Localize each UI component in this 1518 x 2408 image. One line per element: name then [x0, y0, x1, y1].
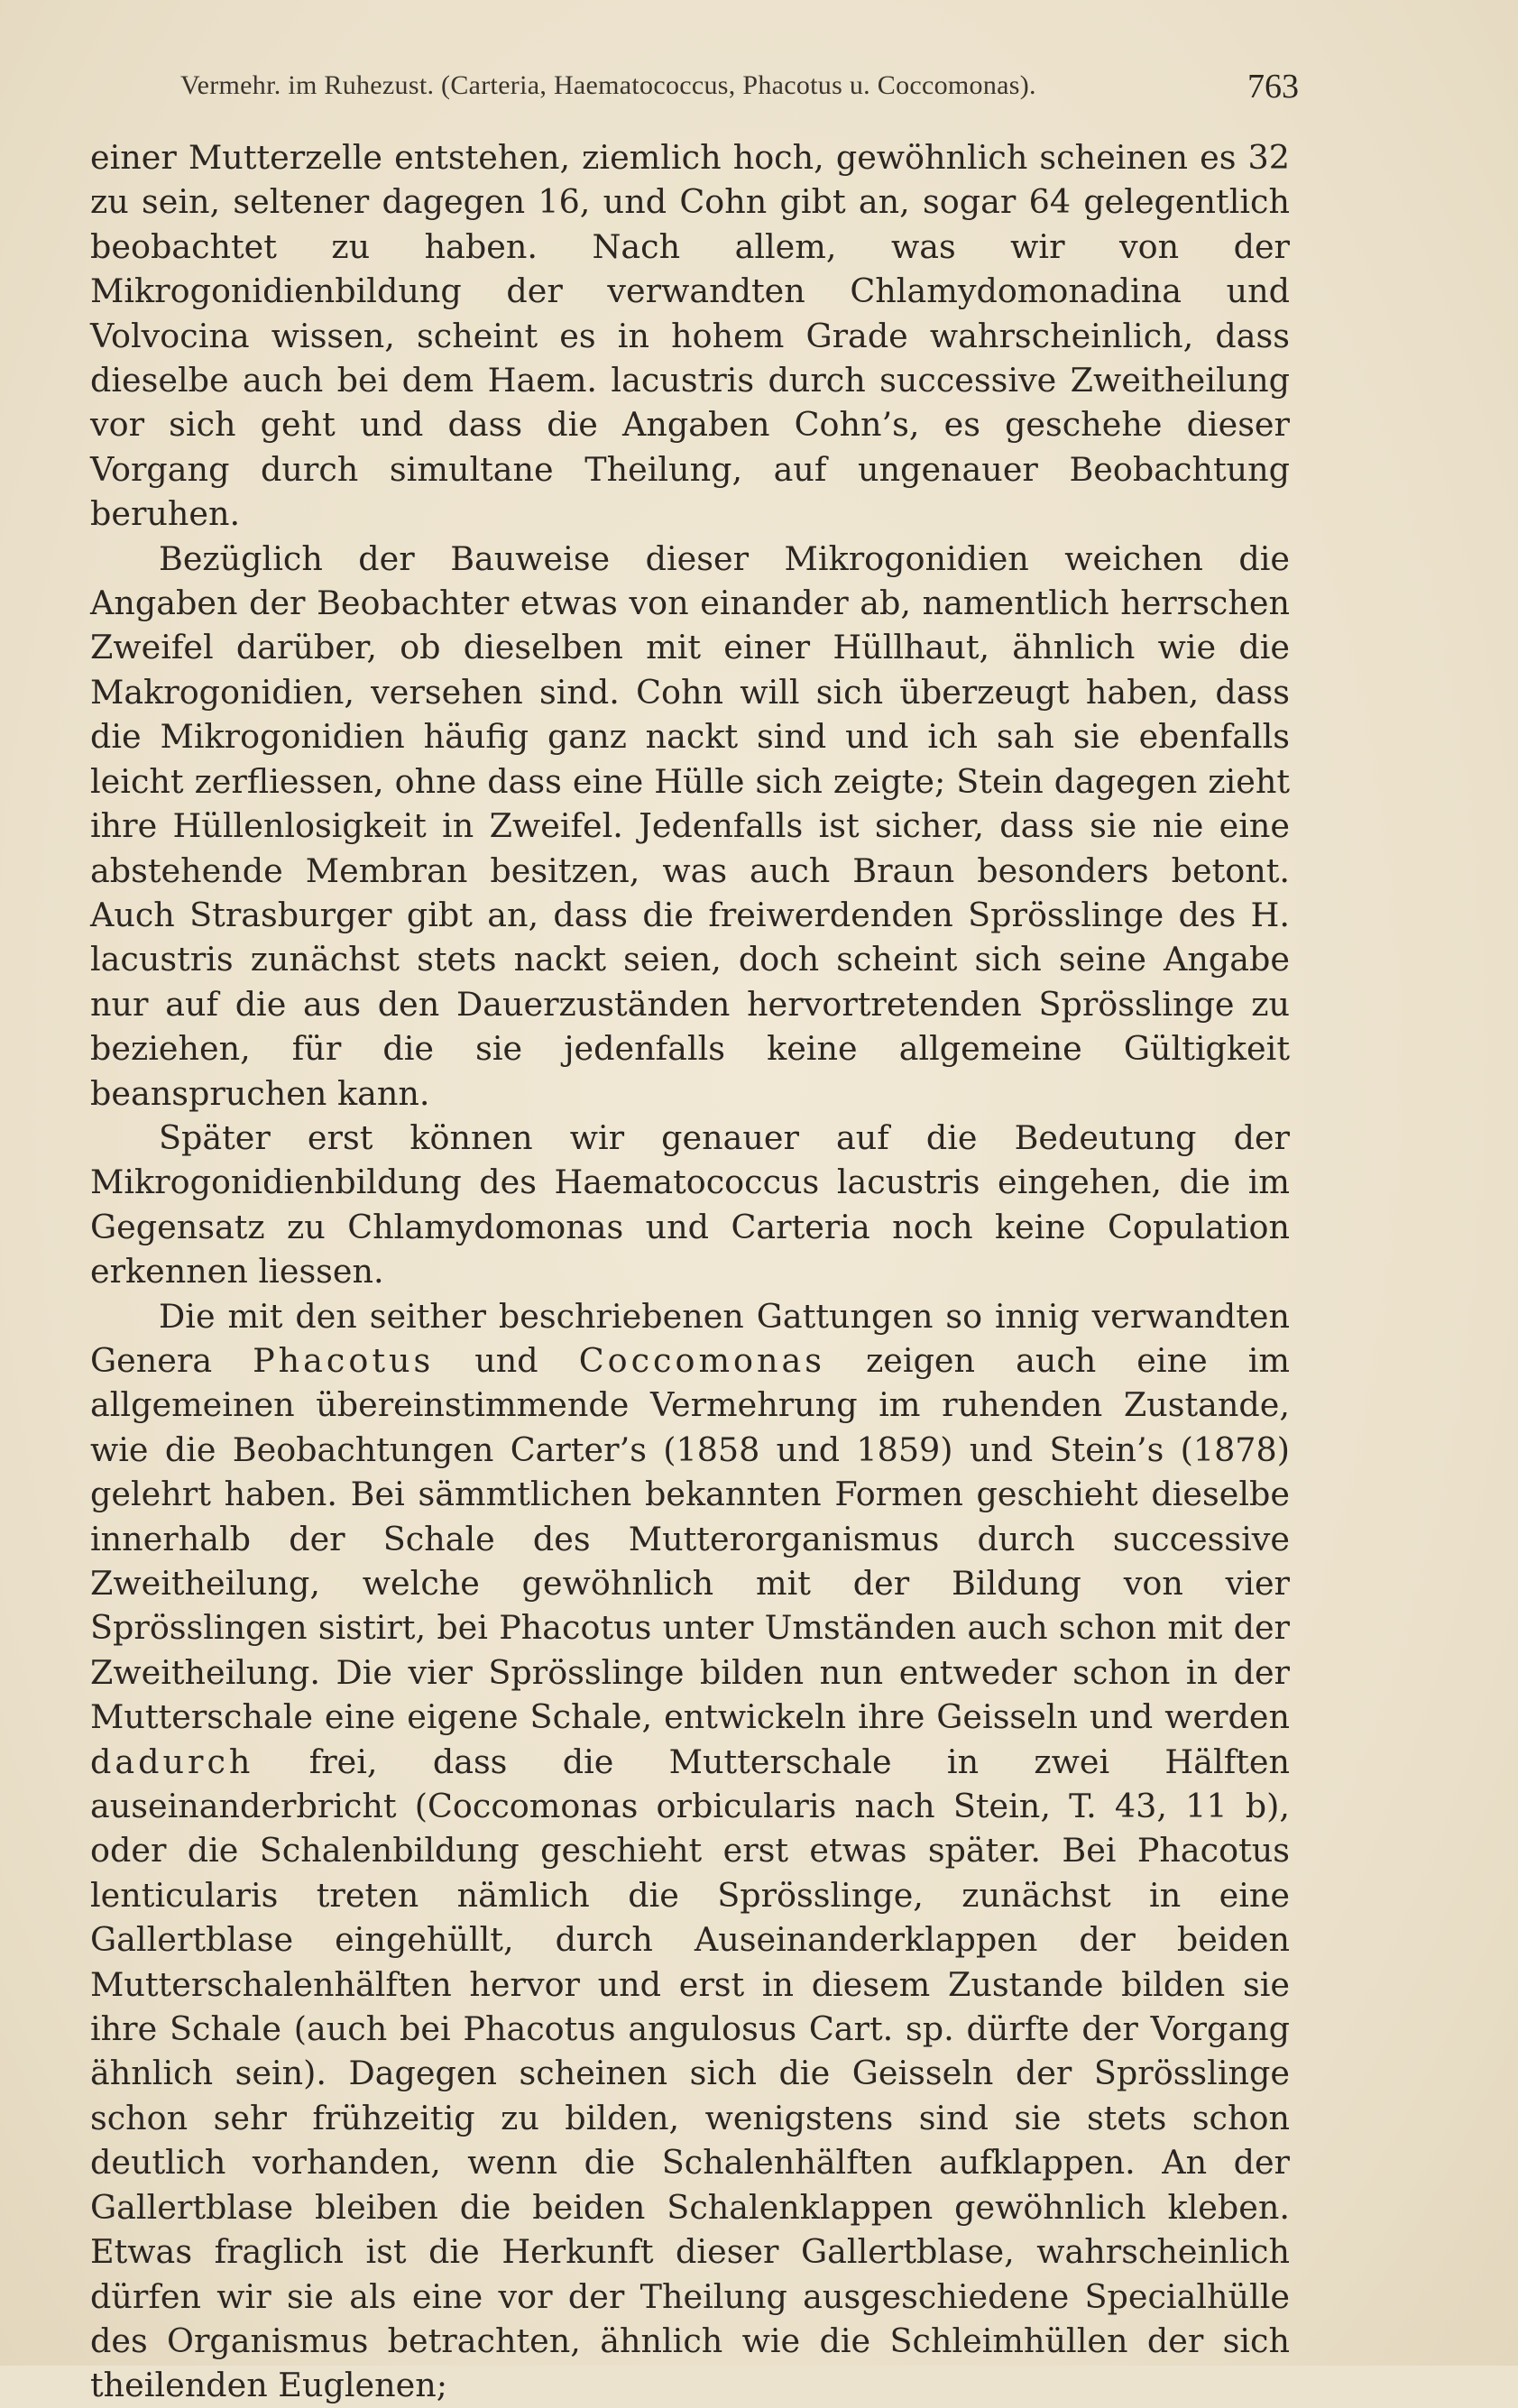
paragraph-bedeutung: Später erst können wir genauer auf die Bedeutung der Mikrogonidienbildung des Haematococcus lacustris eingehen, die im Gegensatz zu Chlamydomonas und Carteria noch keine Copulation erkennen liessen. [90, 1117, 1290, 1291]
page-number: 763 [1247, 68, 1299, 106]
genus-name-phacotus: Phacotus [253, 1340, 435, 1380]
paragraph-continuation: einer Mutterzelle entstehen, ziemlich hoch, gewöhnlich scheinen es 32 zu sein, seltener dagegen 16, und Cohn gibt an, sogar 64 gelegentlich beobachtet zu haben. Nach allem, was wir von der Mikrogonidienbildung der verwandten Chlamydomonadina und Volvocina wissen, scheint es in hohem Grade wahrscheinlich, dass dieselbe auch bei dem Haem. lacustris durch successive Zweitheilung vor sich geht und dass die Angaben Cohn’s, es geschehe dieser Vorgang durch simultane Theilung, auf ungenauer Beobachtung beruhen. [90, 138, 1290, 534]
running-head: Vermehr. im Ruhezust. (Carteria, Haematococcus, Phacotus u. Coccomonas). [180, 70, 1036, 100]
paragraph-text-part: und [434, 1340, 579, 1380]
paragraph-text-part: Die mit den seither beschriebenen Gattungen so innig verwandten Genera [90, 1296, 1290, 1380]
paragraph-mikrogonidien-bauweise: Bezüglich der Bauweise dieser Mikrogonidien weichen die Angaben der Beobachter etwas von einander ab, namentlich herrschen Zweifel darüber, ob dieselben mit einer Hüllhaut, ähnlich wie die Makrogonidien, versehen sind. Cohn will sich überzeugt haben, dass die Mikrogonidien häufig ganz nackt sind und ich sah sie ebenfalls leicht zerfliessen, ohne dass eine Hülle sich zeigte; Stein dagegen zieht ihre Hüllenlosigkeit in Zweifel. Jedenfalls ist sicher, dass sie nie eine abstehende Membran besitzen, was auch Braun besonders betont. Auch Strasburger gibt an, dass die freiwerdenden Sprösslinge des H. lacustris zunächst stets nackt seien, doch scheint sich seine Angabe nur auf die aus den Dauerzuständen hervortretenden Sprösslinge zu beziehen, für die sie jedenfalls keine allgemeine Gültigkeit beanspruchen kann. [90, 538, 1290, 1113]
paragraph-text-part: frei, dass die Mutterschale in zwei Hälften auseinanderbricht (Coccomonas orbicularis nach Stein, T. 43, 11 b), oder die Schalenbildung geschieht erst etwas später. Bei Phacotus lenticularis treten nämlich die Sprösslinge, zunächst in eine Gallertblase eingehüllt, durch Auseinanderklappen der beiden Mutterschalenhälften hervor und erst in diesem Zustande bilden sie ihre Schale (auch bei Phacotus angulosus Cart. sp. dürfte der Vorgang ähnlich sein). Dagegen scheinen sich die Geisseln der Sprösslinge schon sehr frühzeitig zu bilden, wenigstens sind sie stets schon deutlich vorhanden, wenn die Schalenhälften aufklappen. An der Gallertblase bleiben die beiden Schalenklappen gewöhnlich kleben. Etwas fraglich ist die Herkunft dieser Gallertblase, wahrscheinlich dürfen wir sie als eine vor der Theilung ausgeschiedene Specialhülle des Organismus betrachten, ähnlich wie die Schleimhüllen der sich theilenden Euglenen; [90, 1742, 1290, 2405]
body-text [90, 135, 1290, 2408]
genus-name-coccomonas: Coccomonas [578, 1340, 826, 1380]
paragraph-phacotus-coccomonas [90, 1294, 1290, 2408]
emphasized-word: dadurch [90, 1742, 254, 1781]
paragraph-text-part: zeigen auch eine im allgemeinen übereinstimmende Vermehrung im ruhenden Zustande, wie die Beobachtungen Carter’s (1858 und 1859) und Stein’s (1878) gelehrt haben. Bei sämmtlichen bekannten Formen geschieht dieselbe innerhalb der Schale des Mutterorganismus durch successive Zweitheilung, welche gewöhnlich mit der Bildung von vier Sprösslingen sistirt, bei Phacotus unter Umständen auch schon mit der Zweitheilung. Die vier Sprösslinge bilden nun entweder schon in der Mutterschale eine eigene Schale, entwickeln ihre Geisseln und werden [90, 1340, 1290, 1737]
page-header [90, 70, 1299, 115]
